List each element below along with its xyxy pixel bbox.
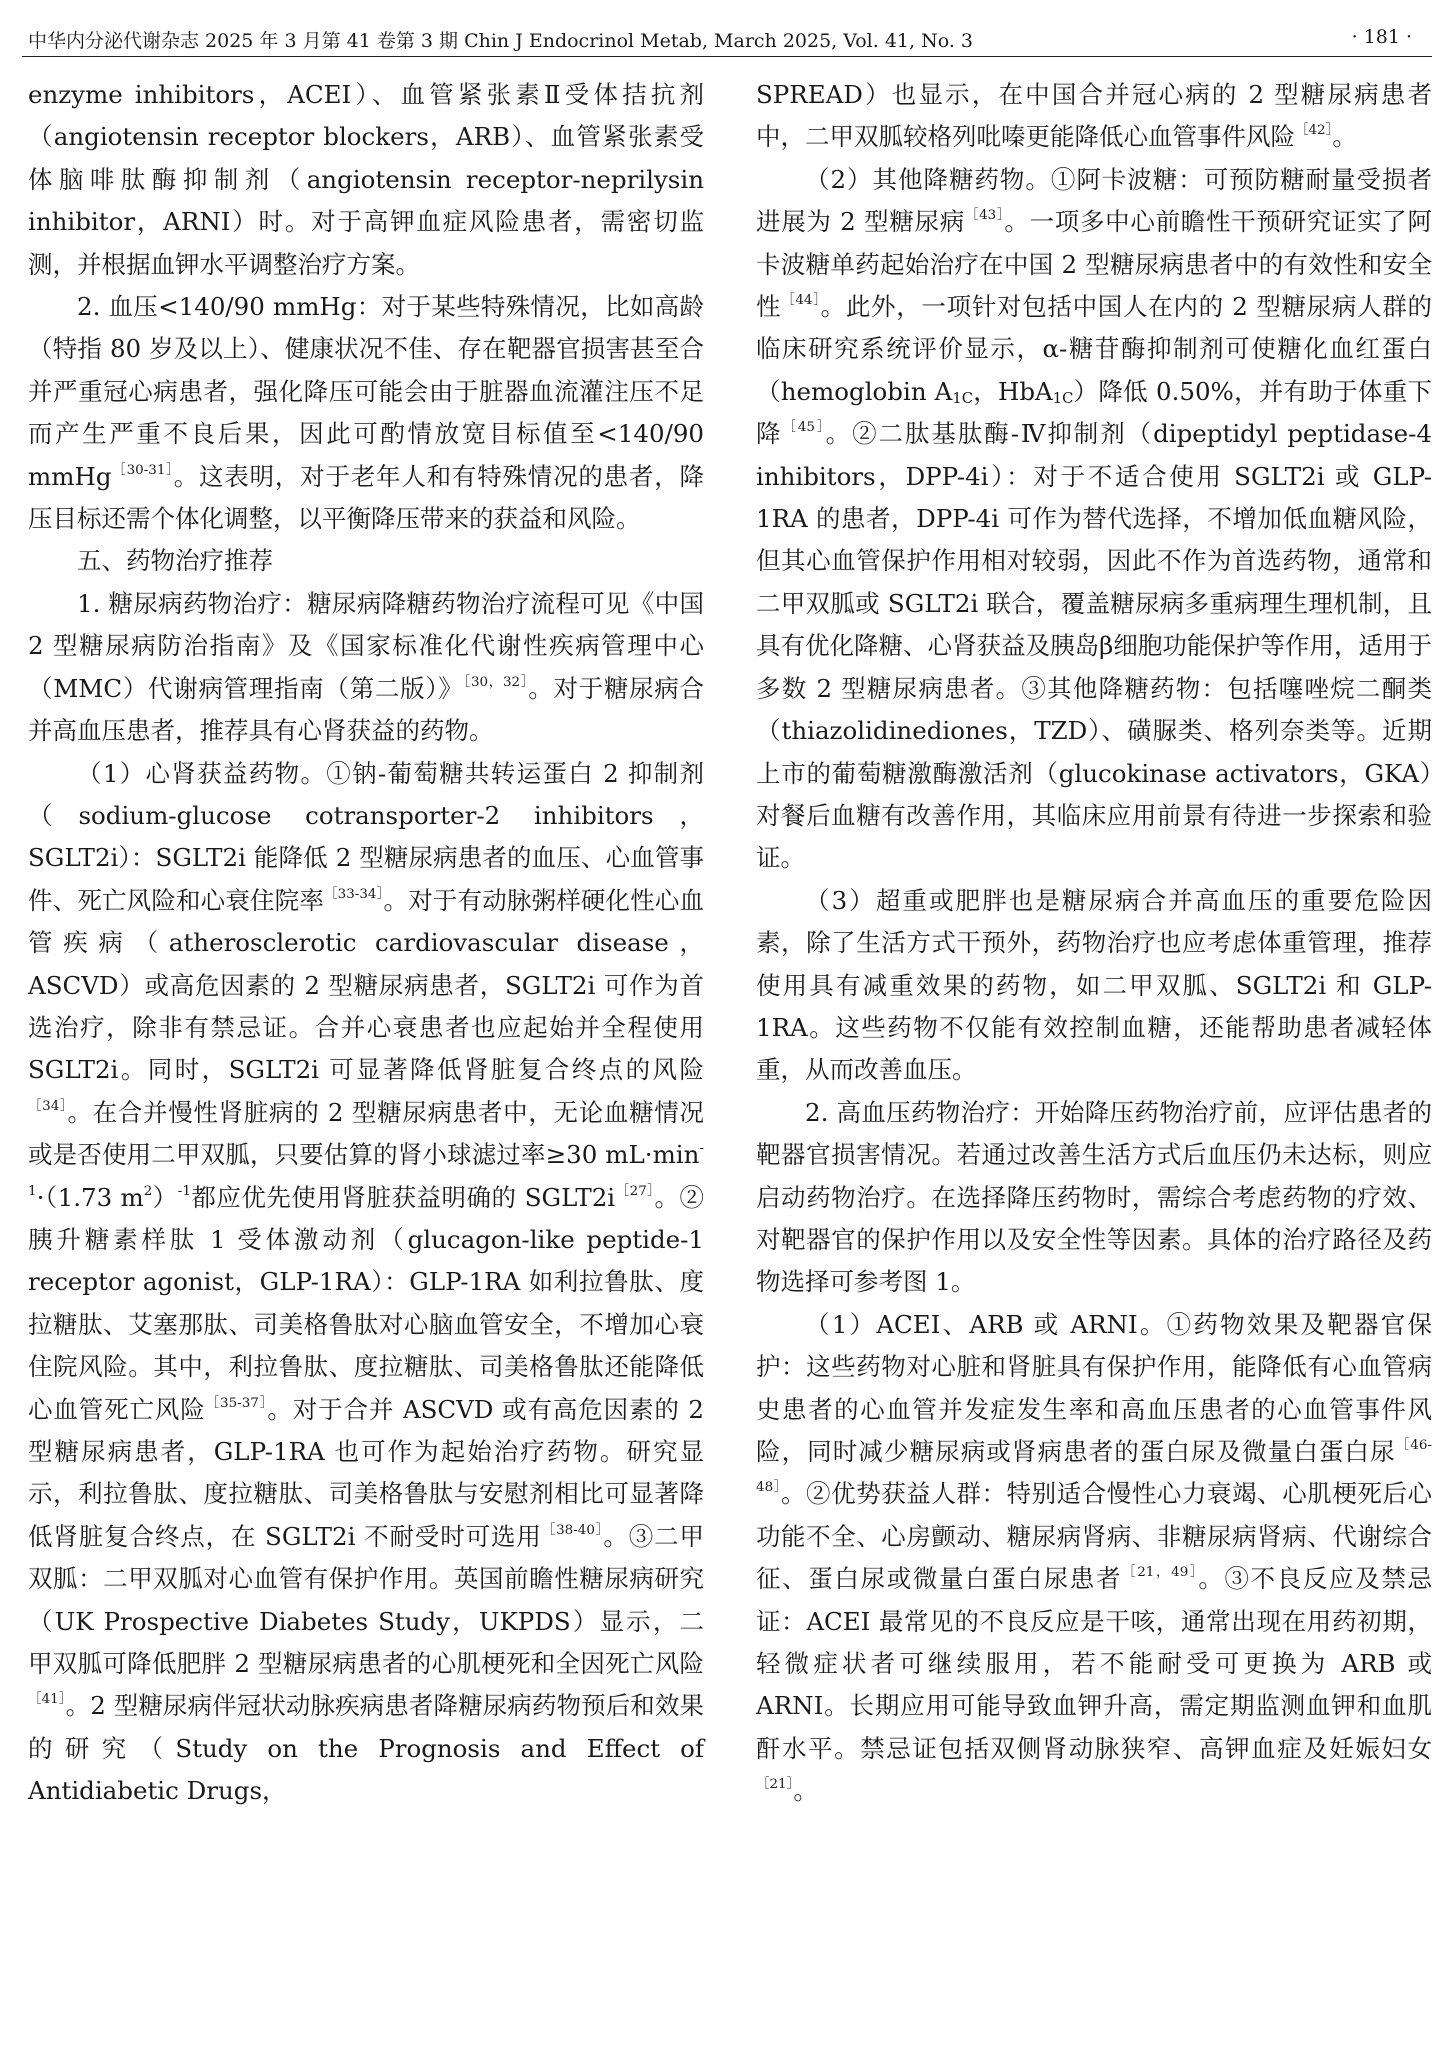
paragraph: SPREAD）也显示，在中国合并冠心病的 2 型糖尿病患者中，二甲双胍较格列吡嗪更能降低心血管事件风险$^{[42]}$。 xyxy=(756,80,1432,152)
running-header xyxy=(22,22,1432,57)
citation: ［41］ xyxy=(28,1691,66,1708)
citation: ［43］ xyxy=(964,207,1005,224)
left-column xyxy=(28,74,704,1813)
citation: ［21，49］ xyxy=(1122,1564,1199,1581)
citation: ［42］ xyxy=(1295,122,1333,139)
journal-info: 中华内分泌代谢杂志 2025 年 3 月第 41 卷第 3 期 Chin J Endocrinol Metab, March 2025, Vol. 41, No. 3 xyxy=(28,30,973,52)
citation: ［30-31］ xyxy=(111,461,174,478)
paragraph: （3）超重或肥胖也是糖尿病合并高血压的重要危险因素，除了生活方式干预外，药物治疗也应考虑体重管理，推荐使用具有减重效果的药物，如二甲双胍、SGLT2i 和 GLP-1RA。这些药物不仅能有效控制血糖，还能帮助患者减轻体重，从而改善血压。 xyxy=(756,885,1432,1085)
citation: ［46-48］ xyxy=(756,1437,1432,1496)
citation: ［44］ xyxy=(781,292,821,309)
citation: ［45］ xyxy=(782,419,826,436)
citation: ［34］ xyxy=(28,1097,68,1114)
citation: ［21］ xyxy=(756,1776,794,1793)
paragraph: （1）ACEI、ARB 或 ARNI。①药物效果及靶器官保护：这些药物对心脏和肾脏具有保护作用，能降低有心血管病史患者的心血管并发症发生率和高血压患者的心血管事件风险，同时减少糖尿病或肾病患者的蛋白尿及微量白蛋白尿$^{[46-48]}$。②优势获益人群：特别适合慢性心力衰竭、心肌梗死后心功能不全、心房颤动、糖尿病肾病、非糖尿病肾病、代谢综合征、蛋白尿或微量白蛋白尿患者$^{[21,49]}$。③不良反应及禁忌证：ACEI 最常见的不良反应是干咳，通常出现在用药初期，轻微症状者可继续服用，若不能耐受可更换为 ARB 或 ARNI。长期应用可能导致血钾升高，需定期监测血钾和血肌酐水平。禁忌证包括双侧肾动脉狭窄、高钾血症及妊娠妇女$^{[21]}$。 xyxy=(756,1309,1433,1806)
citation: ［38-40］ xyxy=(541,1522,604,1539)
paragraph: 2. 血压<140/90 mmHg：对于某些特殊情况，比如高龄（特指 80 岁及以上）、健康状况不佳、存在靶器官损害甚至合并严重冠心病患者，强化降压可能会由于脏器血流灌注压不足而产生严重不良后果，因此可酌情放宽目标值至<140/90 mmHg$^{[30-31]}$。这表明，对于老年人和有特殊情况的患者，降压目标还需个体化调整，以平衡降压带来的获益和风险。 xyxy=(28,292,705,534)
page-number: · 181 · xyxy=(1351,26,1412,48)
paragraph: enzyme inhibitors，ACEI）、血管紧张素Ⅱ受体拮抗剂（angiotensin receptor blockers，ARB）、血管紧张素受体脑啡肽酶抑制剂（angiotensin receptor-neprilysin inhibitor，ARNI）时。对于高钾血症风险患者，需密切监测，并根据血钾水平调整治疗方案。 xyxy=(28,80,704,279)
section-heading: 五、药物治疗推荐 xyxy=(77,546,273,576)
paragraph: 2. 高血压药物治疗：开始降压药物治疗前，应评估患者的靶器官损害情况。若通过改善生活方式后血压仍未达标，则应启动药物治疗。在选择降压药物时，需综合考虑药物的疗效、对靶器官的保护作用以及安全性等因素。具体的治疗路径及药物选择可参考图 1。 xyxy=(756,1097,1432,1297)
paragraph: 1. 糖尿病药物治疗：糖尿病降糖药物治疗流程可见《中国 2 型糖尿病防治指南》及《国家标准化代谢性疾病管理中心（MMC）代谢病管理指南（第二版）》$^{[30,32]}$。对于糖尿病合并高血压患者，推荐具有心肾获益的药物。 xyxy=(28,588,705,746)
citation: ［30，32］ xyxy=(463,673,529,690)
right-column xyxy=(756,74,1432,1813)
paragraph: （1）心肾获益药物。①钠-葡萄糖共转运蛋白 2 抑制剂（sodium-glucose cotransporter-2 inhibitors，SGLT2i）：SGLT2i 能降低 2 型糖尿病患者的血压、心血管事件、死亡风险和心衰住院率$^{[33-34]}$。对于有动脉粥样硬化性心血管疾病（atherosclerotic cardiovascular disease，ASCVD）或高危因素的 2 型糖尿病患者，SGLT2i 可作为首选治疗，除非有禁忌证。合并心衰患者也应起始并全程使用 SGLT2i。同时，SGLT2i 可显著降低肾脏复合终点的风险$^{[34]}$。在合并慢性肾脏病的 2 型糖尿病患者中，无论血糖情况或是否使用二甲双胍，只要估算的肾小球滤过率≥30 $mL\cdot\min^{-1}\cdot(1.73$ $m^2)^{-1}$都应优先使用肾脏获益明确的 $SGLT2i^{[27]}$。②胰升糖素样肽 1 受体激动剂（glucagon-like peptide-1 receptor agonist，GLP-1RA）：GLP-1RA 如利拉鲁肽、度拉糖肽、艾塞那肽、司美格鲁肽对心脑血管安全，不增加心衰住院风险。其中，利拉鲁肽、度拉糖肽、司美格鲁肽还能降低心血管死亡风险$^{[35-37]}$。对于合并 ASCVD 或有高危因素的 2 型糖尿病患者，GLP-1RA 也可作为起始治疗药物。研究显示，利拉鲁肽、度拉糖肽、司美格鲁肽与安慰剂相比可显著降低肾脏复合终点，在 SGLT2i 不耐受时可选用$^{[38-40]}$。③二甲双胍：二甲双胍对心血管有保护作用。英国前瞻性糖尿病研究（UK Prospective Diabetes Study，UKPDS）显示，二甲双胍可降低肥胖 2 型糖尿病患者的心肌梗死和全因死亡风险$^{[41]}$。2 型糖尿病伴冠状动脉疾病患者降糖尿病药物预后和效果的研究（Study on the Prognosis and Effect of Antidiabetic Drugs， xyxy=(28,758,705,1806)
citation: ［27］ xyxy=(615,1182,655,1199)
citation: ［35-37］ xyxy=(205,1394,268,1411)
citation: ［33-34］ xyxy=(324,885,384,902)
paragraph: （2）其他降糖药物。①阿卡波糖：可预防糖耐量受损者进展为 2 型糖尿病$^{[43]}$。一项多中心前瞻性干预研究证实了阿卡波糖单药起始治疗在中国 2 型糖尿病患者中的有效性和安全性$^{[44]}$。此外，一项针对包括中国人在内的 2 型糖尿病人群的临床研究系统评价显示，α-糖苷酶抑制剂可使糖化血红蛋白（hemoglobin $A_{1C}$，HbA$_{1C}$）降低 0.50%，并有助于体重下降$^{[45]}$。②二肽基肽酶-Ⅳ抑制剂（dipeptidyl peptidase-4 inhibitors，DPP-4i）：对于不适合使用 SGLT2i 或 GLP-1RA 的患者，DPP-4i 可作为替代选择，不增加低血糖风险，但其心血管保护作用相对较弱，因此不作为首选药物，通常和二甲双胍或 SGLT2i 联合，覆盖糖尿病多重病理生理机制，且具有优化降糖、心肾获益及胰岛β细胞功能保护等作用，适用于多数 2 型糖尿病患者。③其他降糖药物：包括噻唑烷二酮类（thiazolidinediones，TZD）、磺脲类、格列奈类等。近期上市的葡萄糖激酶激活剂（glucokinase activators，GKA）对餐后血糖有改善作用，其临床应用前景有待进一步探索和验证。 xyxy=(756,164,1433,873)
